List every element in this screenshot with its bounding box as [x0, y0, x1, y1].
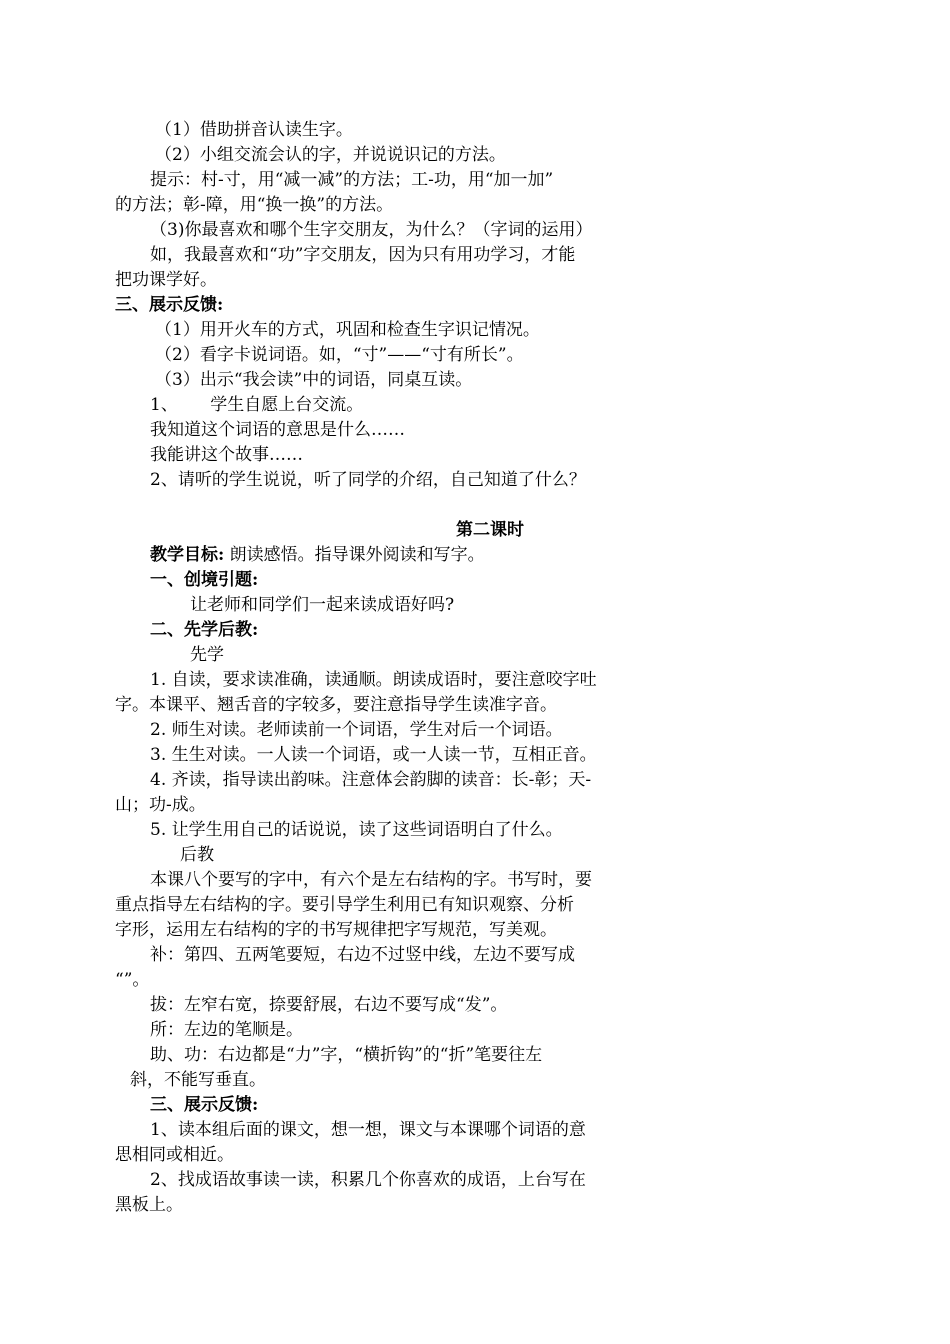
learn-item-1: 1. 自读，要求读准确，读通顺。朗读成语时，要注意咬字吐 [150, 670, 597, 690]
teaching-goal [150, 543, 670, 567]
learn-item-3: 3. 生生对读。一人读一个词语，或一人读一节，互相正音。 [150, 745, 597, 765]
char-note-zhu-gong-cont: 斜，不能写垂直。 [130, 1070, 266, 1090]
teach-paragraph-cont-1: 重点指导左右结构的字。要引导学生利用已有知识观察、分析 [115, 895, 574, 915]
section-heading-feedback: 三、展示反馈: [115, 295, 224, 315]
feedback2-item-1: 1、读本组后面的课文，想一想，课文与本课哪个词语的意 [150, 1120, 586, 1140]
section-heading-learn-teach: 二、先学后教: [150, 620, 259, 640]
step-2-line: （2）小组交流会认的字，并说说识记的方法。 [155, 145, 506, 165]
teach-paragraph: 本课八个要写的字中，有六个是左右结构的字。书写时，要 [150, 870, 592, 890]
subheading-teach-after: 后教 [180, 845, 214, 865]
char-note-bu: 补：第四、五两笔要短，右边不过竖中线，左边不要写成 [150, 945, 575, 965]
hint-line: 提示：村-寸，用“减一减”的方法；工-功，用“加一加” [150, 170, 554, 190]
step-3-line: （3)你最喜欢和哪个生字交朋友，为什么？（字词的运用） [150, 220, 593, 240]
lesson-title: 第二课时 [456, 520, 524, 540]
teaching-goal-text: 朗读感悟。指导课外阅读和写字。 [224, 545, 485, 565]
char-note-zhu-gong: 助、功：右边都是“力”字，“横折钩”的“折”笔要往左 [150, 1045, 543, 1065]
char-note-suo: 所：左边的笔顺是。 [150, 1020, 303, 1040]
feedback-item-1: （1）用开火车的方式，巩固和检查生字识记情况。 [155, 320, 540, 340]
feedback2-item-2: 2、找成语故事读一读，积累几个你喜欢的成语，上台写在 [150, 1170, 586, 1190]
hint-line-cont: 的方法；彰-障，用“换一换”的方法。 [115, 195, 394, 215]
feedback2-item-1-cont: 思相同或相近。 [115, 1145, 234, 1165]
example-line-cont: 把功课学好。 [115, 270, 217, 290]
section-heading-intro: 一、创境引题: [150, 570, 259, 590]
feedback-item-3: （3）出示“我会读”中的词语，同桌互读。 [155, 370, 473, 390]
section-heading-feedback-2: 三、展示反馈: [150, 1095, 259, 1115]
learn-item-2: 2. 师生对读。老师读前一个词语，学生对后一个词语。 [150, 720, 563, 740]
char-note-bu-cont: “”。 [115, 970, 150, 990]
example-line: 如，我最喜欢和“功”字交朋友，因为只有用功学习，才能 [150, 245, 576, 265]
feedback-item-2: （2）看字卡说词语。如，“寸”——“寸有所长”。 [155, 345, 524, 365]
learn-item-4: 4. 齐读，指导读出韵味。注意体会韵脚的读音：长-彰；天- [150, 770, 592, 790]
share-sentence-1: 我知道这个词语的意思是什么…… [150, 420, 405, 440]
learn-item-4-cont: 山；功-成。 [115, 795, 206, 815]
share-item-1: 1、 学生自愿上台交流。 [150, 395, 364, 415]
share-sentence-2: 我能讲这个故事…… [150, 445, 303, 465]
step-1-line: （1）借助拼音认读生字。 [155, 120, 353, 140]
subheading-learn-first: 先学 [190, 645, 224, 665]
teach-paragraph-cont-2: 字形，运用左右结构的字的书写规律把字写规范，写美观。 [115, 920, 557, 940]
share-item-2: 2、请听的学生说说，听了同学的介绍，自己知道了什么？ [150, 470, 586, 490]
teaching-goal-label: 教学目标: [150, 545, 225, 565]
learn-item-1-cont: 字。本课平、翘舌音的字较多，要注意指导学生读准字音。 [115, 695, 557, 715]
intro-line: 让老师和同学们一起来读成语好吗? [190, 595, 455, 615]
learn-item-5: 5. 让学生用自己的话说说，读了这些词语明白了什么。 [150, 820, 563, 840]
char-note-ba: 拔：左窄右宽，捺要舒展，右边不要写成“发”。 [150, 995, 508, 1015]
feedback2-item-2-cont: 黑板上。 [115, 1195, 183, 1215]
